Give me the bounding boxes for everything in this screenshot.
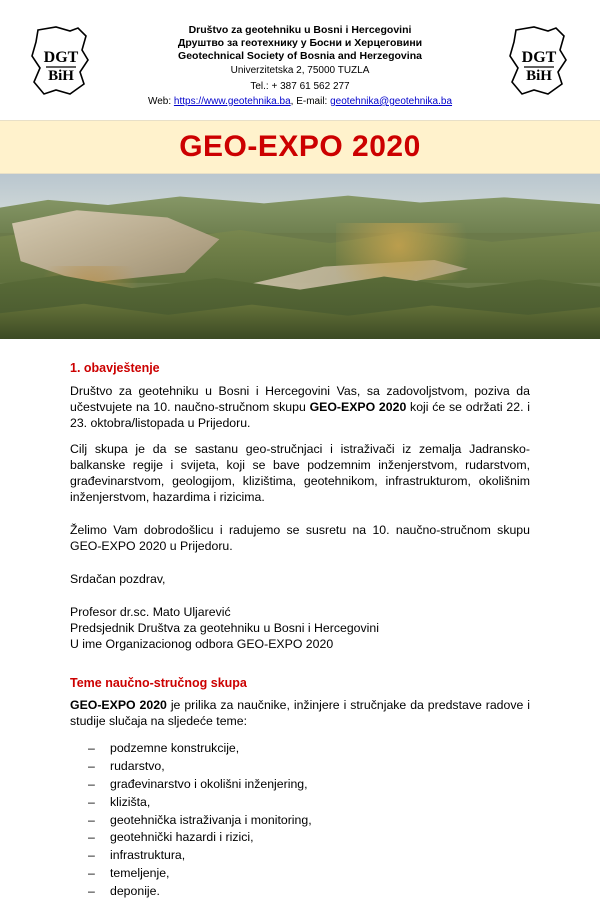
topics-list xyxy=(70,740,530,901)
spacer xyxy=(70,516,530,523)
dash-marker: – xyxy=(88,884,95,899)
dash-marker: – xyxy=(88,866,95,881)
notice-paragraph-1 xyxy=(70,384,530,432)
signature-name: Profesor dr.sc. Mato Uljarević xyxy=(70,604,231,619)
list-item xyxy=(88,758,530,776)
org-name-sr: Друштво за геотехнику у Босни и Херцеговини xyxy=(177,36,423,49)
dgt-bih-logo-right xyxy=(504,24,574,98)
list-item-label: podzemne konstrukcije, xyxy=(110,740,240,755)
document-body xyxy=(0,339,600,901)
list-item-label: rudarstvo, xyxy=(110,758,165,773)
web-label: Web: xyxy=(147,95,172,107)
website-link[interactable]: https://www.geotehnika.ba xyxy=(173,95,291,107)
org-contact-line xyxy=(102,96,498,108)
topics-intro-bold: GEO-EXPO 2020 xyxy=(70,697,167,712)
list-item xyxy=(88,865,530,883)
notice-paragraph-1-part2: koji će se održati 22. i 23. oktobra/listopada u Prijedoru. xyxy=(70,399,530,430)
dash-marker: – xyxy=(88,848,95,863)
photo-autumn-foliage-right xyxy=(336,223,492,279)
notice-paragraph-3: Želimo Vam dobrodošlicu i radujemo se susretu na 10. naučno-stručnom skupu GEO-EXPO 2020 u Prijedoru. xyxy=(70,522,530,553)
list-item-label: geotehnički hazardi i rizici, xyxy=(110,830,254,845)
dgt-bih-logo-left xyxy=(26,24,96,98)
list-item xyxy=(88,740,530,758)
list-item-label: deponije. xyxy=(110,884,160,899)
signature-role-2: U ime Organizacionog odbora GEO-EXPO 2020 xyxy=(70,636,334,651)
logo-text-dgt: DGT xyxy=(521,49,557,66)
logo-text-dgt: DGT xyxy=(43,49,79,66)
organization-block xyxy=(96,24,504,108)
event-title-band xyxy=(0,120,600,174)
dash-marker: – xyxy=(88,794,95,809)
org-phone: Tel.: + 387 61 562 277 xyxy=(250,80,350,92)
email-link[interactable]: geotehnika@geotehnika.ba xyxy=(330,95,453,107)
list-item-label: infrastruktura, xyxy=(110,848,186,863)
list-item xyxy=(88,776,530,794)
list-item xyxy=(88,794,530,812)
header-photo xyxy=(0,174,600,339)
org-name-bs: Društvo za geotehniku u Bosni i Hercegovini xyxy=(188,24,412,36)
dash-marker: – xyxy=(88,812,95,827)
logo-text-bih: BiH xyxy=(526,68,552,84)
spacer xyxy=(70,598,530,605)
notice-heading: 1. obavještenje xyxy=(70,360,160,375)
dash-marker: – xyxy=(88,740,95,755)
topics-intro xyxy=(70,698,530,730)
list-item-label: temeljenje, xyxy=(110,866,170,881)
dash-marker: – xyxy=(88,776,95,791)
email-label: , E-mail: xyxy=(290,95,328,107)
topics-heading: Teme naučno-stručnog skupa xyxy=(70,675,247,690)
signature-role-1: Predsjednik Društva za geotehniku u Bosni i Hercegovini xyxy=(70,620,379,635)
org-name-en: Geotechnical Society of Bosnia and Herzegovina xyxy=(178,49,422,62)
logo-text-bih: BiH xyxy=(48,68,74,84)
org-address: Univerzitetska 2, 75000 TUZLA xyxy=(230,65,370,77)
list-item-label: geotehnička istraživanja i monitoring, xyxy=(110,812,312,827)
notice-paragraph-1-part1: Društvo za geotehniku u Bosni i Hercegovini Vas, sa zadovoljstvom, poziva da učestvujete na 10. naučno-stručnom skupu xyxy=(70,383,530,414)
list-item-label: građevinarstvo i okolišni inženjering, xyxy=(110,776,308,791)
notice-paragraph-2: Cilj skupa je da se sastanu geo-stručnjaci i istraživači iz zemalja Jadransko-balkanske regije i svijeta, koji se bave podzemnim inženjerstvom, rudarstvom, građevinarstvom, geologijom, klizištima, geotehnikom, infrastrukturom, okolišnim inženjerstvom, hazardima i rizicima. xyxy=(70,441,530,504)
document-header xyxy=(0,0,600,116)
spacer xyxy=(70,663,530,676)
page-title: GEO-EXPO 2020 xyxy=(179,129,421,163)
list-item xyxy=(88,847,530,865)
notice-paragraph-1-bold: GEO-EXPO 2020 xyxy=(309,399,407,414)
spacer xyxy=(70,565,530,572)
dash-marker: – xyxy=(88,758,95,773)
topics-intro-rest: je prilika za naučnike, inžinjere i stručnjake da predstave radove i studije slučaja na sljedeće teme: xyxy=(70,697,530,728)
dash-marker: – xyxy=(88,830,95,845)
list-item xyxy=(88,812,530,830)
notice-closing: Srdačan pozdrav, xyxy=(70,571,166,586)
list-item xyxy=(88,829,530,847)
list-item-label: klizišta, xyxy=(110,794,151,809)
list-item xyxy=(88,883,530,901)
